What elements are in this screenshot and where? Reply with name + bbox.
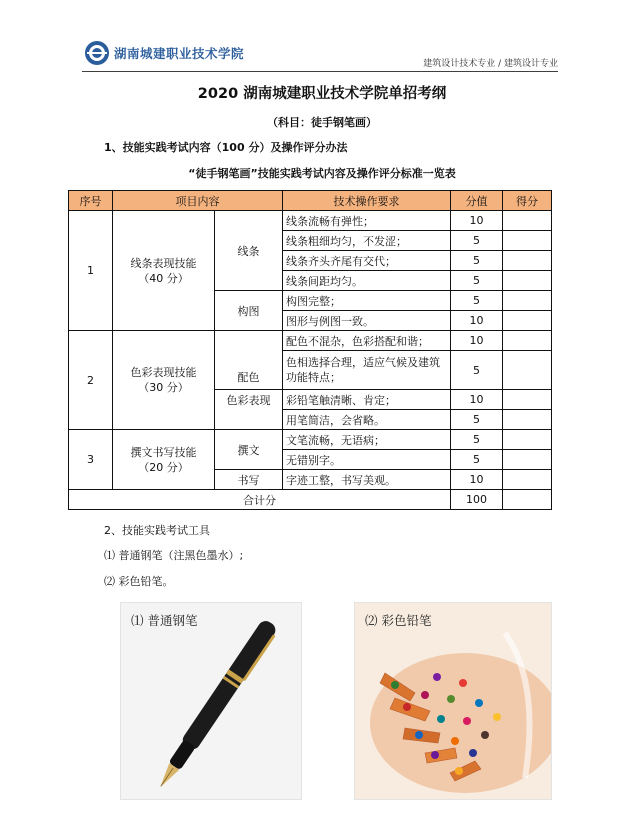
score-cell: 5: [451, 271, 503, 291]
requirement-cell: 用笔简洁，会省略。: [283, 410, 451, 430]
header-divider: [82, 71, 558, 72]
obtained-cell: [503, 251, 552, 271]
fountain-pen-photo: [120, 602, 302, 800]
group-item-name: 色彩表现技能: [130, 366, 197, 379]
obtained-cell: [503, 331, 552, 351]
requirement-cell: 图形与例图一致。: [283, 311, 451, 331]
group-item: [113, 331, 215, 430]
score-cell: 5: [451, 291, 503, 311]
group-item-points: （20 分）: [138, 460, 189, 474]
group-item: [113, 211, 215, 331]
group-no: 3: [69, 430, 113, 490]
obtained-cell: [503, 291, 552, 311]
sub-item: 构图: [215, 291, 283, 331]
group-item-points: （40 分）: [138, 271, 189, 285]
obtained-cell: [503, 211, 552, 231]
header-item: 项目内容: [113, 191, 283, 211]
header-score-value: 分值: [451, 191, 503, 211]
sub-item: 撰文: [215, 430, 283, 470]
obtained-cell: [503, 311, 552, 331]
score-cell: 10: [451, 331, 503, 351]
score-cell: 10: [451, 311, 503, 331]
colored-pencils-photo: [354, 602, 552, 800]
obtained-cell: [503, 470, 552, 490]
photo-label-pen: ⑴ 普通钢笔: [131, 613, 198, 628]
requirement-cell: 文笔流畅，无语病；: [283, 430, 451, 450]
section-heading-1: 1、技能实践考试内容（100 分）及操作评分办法: [104, 141, 348, 154]
colored-pencils-illustration: [355, 603, 551, 799]
requirement-cell: 线条粗细均匀，不发涩；: [283, 231, 451, 251]
total-row: [69, 490, 552, 510]
group-item-points: （30 分）: [138, 381, 189, 394]
subject-line: （科目：徒手钢笔画）: [267, 116, 377, 129]
photo-label-pencil: ⑵ 彩色铅笔: [365, 613, 432, 628]
table-row: [69, 430, 552, 450]
sub-item: 色彩表现: [215, 390, 283, 430]
score-cell: 10: [451, 470, 503, 490]
header-obtained: 得分: [503, 191, 552, 211]
requirement-cell: 线条间距均匀。: [283, 271, 451, 291]
requirement-cell: 构图完整；: [283, 291, 451, 311]
obtained-cell: [503, 271, 552, 291]
requirement-cell: 彩铅笔触清晰、肯定；: [283, 390, 451, 410]
requirement-cell: 线条流畅有弹性；: [283, 211, 451, 231]
group-no: 2: [69, 331, 113, 430]
score-cell: 5: [451, 430, 503, 450]
school-logo: [84, 40, 110, 66]
sub-item: 配色: [215, 331, 283, 390]
obtained-cell: [503, 351, 552, 390]
score-cell: 5: [451, 251, 503, 271]
obtained-cell: [503, 231, 552, 251]
group-item-name: 撰文书写技能: [130, 445, 197, 459]
score-cell: 5: [451, 450, 503, 470]
requirement-cell: 线条齐头齐尾有交代；: [283, 251, 451, 271]
obtained-cell: [503, 390, 552, 410]
header-majors: 建筑设计技术专业 / 建筑设计专业: [423, 59, 558, 69]
total-score: 100: [451, 490, 503, 510]
group-no: 1: [69, 211, 113, 331]
section-heading-2: 2、技能实践考试工具: [104, 524, 210, 537]
requirement-cell: 无错别字。: [283, 450, 451, 470]
requirement-cell: 色相选择合理，适应气候及建筑功能特点；: [283, 351, 451, 390]
requirement-cell: 配色不混杂，色彩搭配和谐；: [283, 331, 451, 351]
table-header-row: [69, 191, 552, 211]
obtained-cell: [503, 450, 552, 470]
school-name: 湖南城建职业技术学院: [114, 46, 245, 61]
tool-item-pen: ⑴ 普通钢笔（注黑色墨水）;: [104, 549, 244, 562]
total-obtained: [503, 490, 552, 510]
obtained-cell: [503, 430, 552, 450]
scoring-table: [68, 190, 552, 510]
page-title: 2020 湖南城建职业技术学院单招考纲: [197, 86, 447, 102]
table-title: “徒手钢笔画”技能实践考试内容及操作评分标准一览表: [188, 167, 456, 180]
total-label: 合计分: [69, 490, 451, 510]
sub-item: 书写: [215, 470, 283, 490]
group-item: [113, 430, 215, 490]
table-row: [69, 211, 552, 231]
header-no: 序号: [69, 191, 113, 211]
sub-item: 线条: [215, 211, 283, 291]
table-row: [69, 331, 552, 351]
score-cell: 5: [451, 410, 503, 430]
score-cell: 10: [451, 390, 503, 410]
score-cell: 10: [451, 211, 503, 231]
score-cell: 5: [451, 351, 503, 390]
group-item-name: 线条表现技能: [130, 256, 197, 270]
obtained-cell: [503, 410, 552, 430]
tool-item-pencil: ⑵ 彩色铅笔。: [104, 575, 174, 588]
requirement-cell: 字迹工整，书写美观。: [283, 470, 451, 490]
header-requirement: 技术操作要求: [283, 191, 451, 211]
fountain-pen-illustration: [121, 603, 301, 799]
score-cell: 5: [451, 231, 503, 251]
